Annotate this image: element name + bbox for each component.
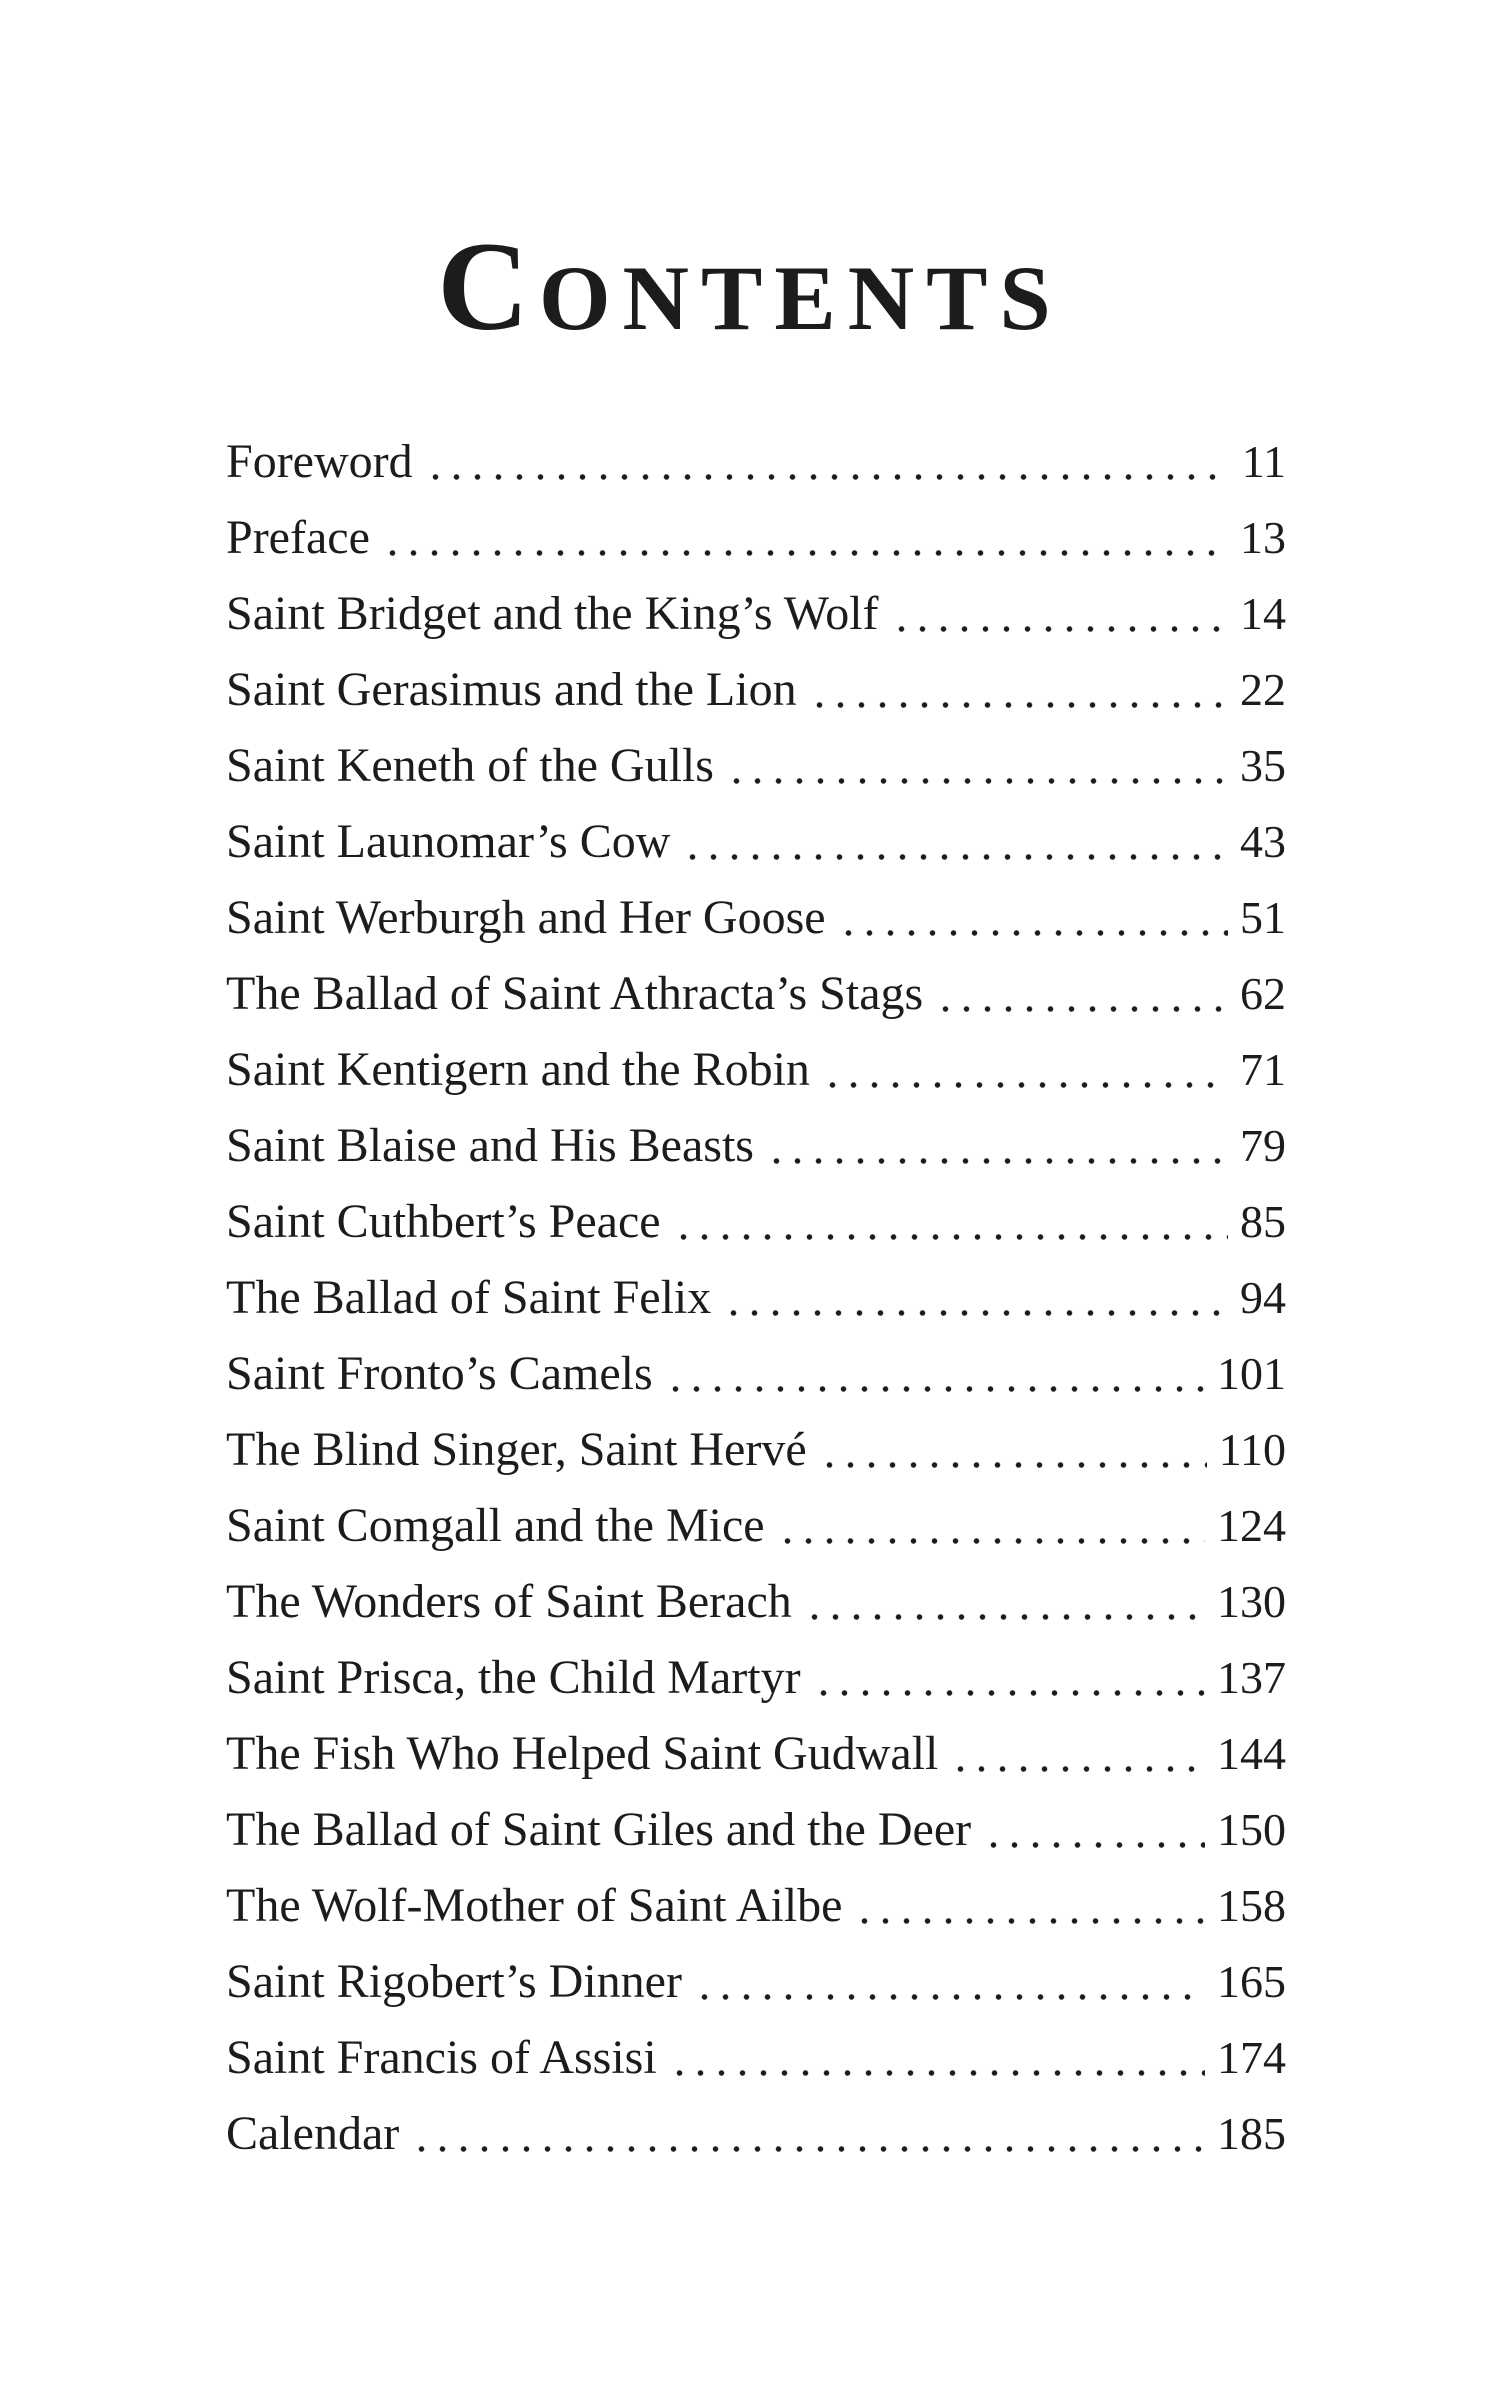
toc-entry xyxy=(226,1108,1286,1184)
dot-leader xyxy=(983,1842,1205,1848)
toc-entry xyxy=(226,500,1286,576)
dot-leader xyxy=(838,930,1228,936)
toc-entry xyxy=(226,880,1286,956)
dot-leader xyxy=(669,2070,1205,2076)
toc-entry xyxy=(226,1184,1286,1260)
toc-entry-title: Saint Werburgh and Her Goose xyxy=(226,891,826,944)
toc-entry-page: 14 xyxy=(1240,588,1286,639)
toc-entry-title: The Blind Singer, Saint Hervé xyxy=(226,1423,807,1476)
toc-entry-title: Saint Cuthbert’s Peace xyxy=(226,1195,661,1248)
toc-entry-page: 150 xyxy=(1217,1804,1286,1855)
toc-entry xyxy=(226,1868,1286,1944)
toc-entry-page: 79 xyxy=(1240,1120,1286,1171)
toc-entry-title: Foreword xyxy=(226,435,413,488)
toc-entry-title: Saint Francis of Assisi xyxy=(226,2031,657,2084)
toc-entry-page: 51 xyxy=(1240,892,1286,943)
toc-entry-title: The Ballad of Saint Felix xyxy=(226,1271,712,1324)
toc-entry-page: 62 xyxy=(1240,968,1286,1019)
toc-entry-page: 11 xyxy=(1241,436,1286,487)
toc-entry-page: 130 xyxy=(1217,1576,1286,1627)
toc-entry xyxy=(226,1032,1286,1108)
dot-leader xyxy=(777,1538,1205,1544)
toc-entry-page: 35 xyxy=(1240,740,1286,791)
toc-entry-page: 165 xyxy=(1217,1956,1286,2007)
toc-entry xyxy=(226,652,1286,728)
toc-entry xyxy=(226,1260,1286,1336)
toc-entry-title: The Fish Who Helped Saint Gudwall xyxy=(226,1727,939,1780)
toc-entry-page: 144 xyxy=(1217,1728,1286,1779)
dot-leader xyxy=(809,702,1228,708)
toc-entry-title: Saint Prisca, the Child Martyr xyxy=(226,1651,801,1704)
dot-leader xyxy=(665,1386,1205,1392)
toc-entry xyxy=(226,1564,1286,1640)
toc-entry xyxy=(226,1412,1286,1488)
toc-entry-title: Saint Comgall and the Mice xyxy=(226,1499,765,1552)
toc-entry-title: Saint Gerasimus and the Lion xyxy=(226,663,797,716)
toc-entry xyxy=(226,1792,1286,1868)
dot-leader xyxy=(950,1766,1205,1772)
toc-entry-title: Saint Bridget and the King’s Wolf xyxy=(226,587,879,640)
toc-entry-page: 110 xyxy=(1218,1424,1286,1475)
toc-entry xyxy=(226,1716,1286,1792)
page-title: CONTENTS xyxy=(437,217,1063,357)
dot-leader xyxy=(766,1158,1228,1164)
dot-leader xyxy=(813,1690,1205,1696)
dot-leader xyxy=(682,854,1228,860)
toc-entry-title: Saint Launomar’s Cow xyxy=(226,815,671,868)
toc-entry-page: 174 xyxy=(1217,2032,1286,2083)
toc-entry-page: 158 xyxy=(1217,1880,1286,1931)
toc-entry-title: The Wolf-Mother of Saint Ailbe xyxy=(226,1879,843,1932)
toc-entry-title: Saint Blaise and His Beasts xyxy=(226,1119,754,1172)
toc-entry-page: 101 xyxy=(1217,1348,1286,1399)
toc-entry xyxy=(226,1944,1286,2020)
toc-entry-title: Calendar xyxy=(226,2107,400,2160)
toc-entry-page: 43 xyxy=(1240,816,1286,867)
toc-entry xyxy=(226,576,1286,652)
toc-entry xyxy=(226,1336,1286,1412)
toc-entry-title: The Wonders of Saint Berach xyxy=(226,1575,792,1628)
dot-leader xyxy=(854,1918,1205,1924)
toc-entry xyxy=(226,1640,1286,1716)
dot-leader xyxy=(411,2146,1205,2152)
dot-leader xyxy=(673,1234,1228,1240)
toc-entry-page: 137 xyxy=(1217,1652,1286,1703)
toc-entry xyxy=(226,2096,1286,2172)
toc-entry-title: Saint Kentigern and the Robin xyxy=(226,1043,810,1096)
dot-leader xyxy=(822,1082,1228,1088)
toc-entry xyxy=(226,804,1286,880)
toc-entry xyxy=(226,424,1286,500)
dot-leader xyxy=(425,474,1230,480)
dot-leader xyxy=(935,1006,1228,1012)
dot-leader xyxy=(382,550,1228,556)
toc-entry xyxy=(226,1488,1286,1564)
toc-entry-page: 124 xyxy=(1217,1500,1286,1551)
dot-leader xyxy=(726,778,1228,784)
toc-entry-title: The Ballad of Saint Athracta’s Stags xyxy=(226,967,924,1020)
toc-entry-page: 13 xyxy=(1240,512,1286,563)
dot-leader xyxy=(819,1462,1207,1468)
toc-entry xyxy=(226,728,1286,804)
toc-entry-page: 185 xyxy=(1217,2108,1286,2159)
toc-entry-title: Saint Keneth of the Gulls xyxy=(226,739,714,792)
toc-entry-title: Preface xyxy=(226,511,370,564)
toc-entry-title: Saint Rigobert’s Dinner xyxy=(226,1955,682,2008)
dot-leader xyxy=(891,626,1228,632)
toc-entry-title: Saint Fronto’s Camels xyxy=(226,1347,653,1400)
dot-leader xyxy=(694,1994,1205,2000)
toc-entry xyxy=(226,956,1286,1032)
toc-entry-page: 94 xyxy=(1240,1272,1286,1323)
toc-entry-page: 71 xyxy=(1240,1044,1286,1095)
toc-entry-title: The Ballad of Saint Giles and the Deer xyxy=(226,1803,972,1856)
dot-leader xyxy=(723,1310,1228,1316)
toc-entry-page: 85 xyxy=(1240,1196,1286,1247)
toc-entry-page: 22 xyxy=(1240,664,1286,715)
table-of-contents xyxy=(226,424,1286,2172)
dot-leader xyxy=(804,1614,1205,1620)
toc-entry xyxy=(226,2020,1286,2096)
